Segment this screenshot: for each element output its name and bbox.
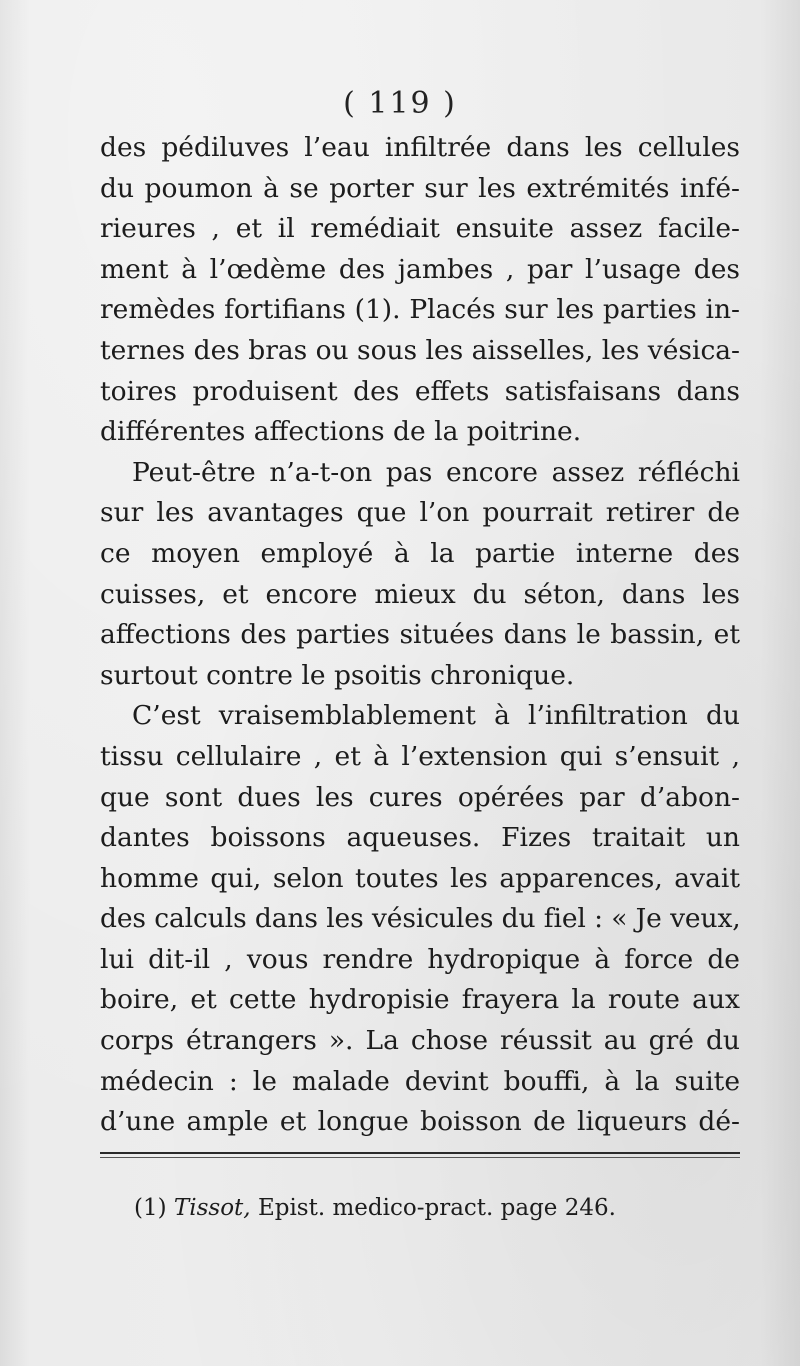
text-line: dantes boissons aqueuses. Fizes traitait un [100, 822, 740, 854]
text-line: d’une ample et longue boisson de liqueurs dé- [100, 1106, 740, 1138]
footnote-text: Epist. medico-pract. page 246. [257, 1195, 616, 1221]
text-line: affections des parties situées dans le bassin, et [100, 619, 740, 651]
footnote-marker: (1) [134, 1195, 167, 1221]
text-line: que sont dues les cures opérées par d’abon- [100, 781, 740, 813]
text-line: différentes affections de la poitrine. [100, 416, 582, 448]
text-line: boire, et cette hydropisie frayera la route aux [100, 984, 740, 1016]
page-number: ( 119 ) [343, 86, 457, 121]
text-line: Peut-être n’a-t-on pas encore assez réfléchi [132, 456, 740, 488]
text-line: remèdes fortifians (1). Placés sur les parties in- [100, 294, 740, 326]
footnote-divider [100, 1152, 740, 1154]
text-line: cuisses, et encore mieux du séton, dans les [100, 578, 740, 610]
text-line: surtout contre le psoitis chronique. [100, 659, 575, 691]
body-text [100, 128, 740, 1143]
text-line: tissu cellulaire , et à l’extension qui s’ensuit , [100, 740, 740, 772]
text-line: du poumon à se porter sur les extrémités infé- [100, 172, 740, 204]
text-line: ce moyen employé à la partie interne des [100, 537, 740, 569]
text-line: des pédiluves l’eau infiltrée dans les cellules [100, 132, 740, 163]
text-line: ternes des bras ou sous les aisselles, les vésica- [100, 334, 740, 366]
text-line: sur les avantages que l’on pourrait retirer de [100, 497, 740, 529]
text-line: des calculs dans les vésicules du fiel : « Je veux, [100, 903, 741, 935]
footnote [134, 1192, 616, 1224]
text-line: rieures , et il remédiait ensuite assez facile- [100, 213, 740, 245]
text-line: médecin : le malade devint bouffi, à la suite [100, 1065, 740, 1097]
text-line: corps étrangers ». La chose réussit au gré du [100, 1025, 740, 1057]
text-line: lui dit-il , vous rendre hydropique à force de [100, 943, 740, 975]
text-line: C’est vraisemblablement à l’infiltration du [132, 700, 740, 732]
text-line: toires produisent des effets satisfaisans dans [100, 375, 740, 407]
text-line: ment à l’œdème des jambes , par l’usage des [100, 253, 740, 285]
text-line: homme qui, selon toutes les apparences, avait [100, 862, 740, 894]
footnote-author: Tissot, [173, 1195, 251, 1221]
footnote-divider-thin [100, 1157, 740, 1158]
